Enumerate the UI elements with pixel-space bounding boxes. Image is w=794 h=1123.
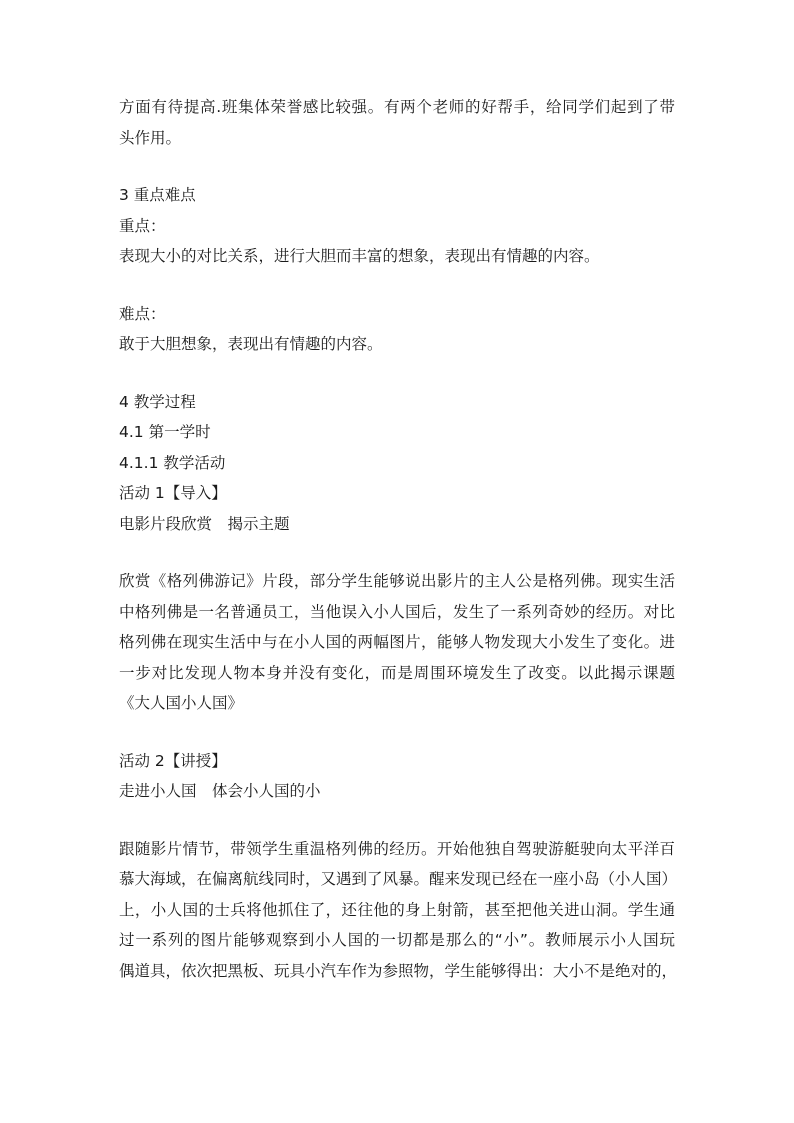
lesson-heading: 4.1 第一学时 xyxy=(119,423,211,441)
activity-1-paragraph-line: 格列佛在现实生活中与在小人国的两幅图片，能够人物发现大小发生了变化。进 xyxy=(119,633,675,651)
activity-2-paragraph-line: 上，小人国的士兵将他抓住了，还往他的身上射箭，甚至把他关进山洞。学生通 xyxy=(119,900,675,919)
activity-2-subtitle: 走进小人国 体会小人国的小 xyxy=(119,782,321,800)
activity-2-paragraph-line: 跟随影片情节，带领学生重温格列佛的经历。开始他独自驾驶游艇驶向太平洋百 xyxy=(119,839,675,858)
difficulty-label: 难点： xyxy=(119,304,166,323)
intro-line-2: 头作用。 xyxy=(119,128,182,147)
focus-label: 重点： xyxy=(119,216,166,235)
difficulty-text: 敢于大胆想象，表现出有情趣的内容。 xyxy=(119,335,383,353)
document-page xyxy=(119,92,678,986)
activity-1-paragraph-line: 中格列佛是一名普通员工，当他误入小人国后，发生了一系列奇妙的经历。对比 xyxy=(119,602,675,621)
activity-1-paragraph-line: 欣赏《格列佛游记》片段，部分学生能够说出影片的主人公是格列佛。现实生活 xyxy=(119,572,675,590)
activity-2-paragraph-line: 过一系列的图片能够观察到小人国的一切都是那么的“小”。教师展示小人国玩 xyxy=(119,931,675,949)
activity-1-paragraph-line: 《大人国小人国》 xyxy=(119,694,244,712)
section-heading-process: 4 教学过程 xyxy=(119,392,196,411)
focus-text: 表现大小的对比关系，进行大胆而丰富的想象，表现出有情趣的内容。 xyxy=(119,247,600,265)
intro-line-1: 方面有待提高.班集体荣誉感比较强。有两个老师的好帮手，给同学们起到了带 xyxy=(119,98,675,116)
section-heading-key-points: 3 重点难点 xyxy=(119,186,196,204)
activity-1-subtitle: 电影片段欣赏 揭示主题 xyxy=(119,514,290,533)
activity-1-paragraph-line: 一步对比发现人物本身并没有变化，而是周围环境发生了改变。以此揭示课题 xyxy=(119,663,675,682)
activity-2-title: 活动 2【讲授】 xyxy=(119,751,227,770)
activity-2-paragraph-line: 偶道具，依次把黑板、玩具小汽车作为参照物，学生能够得出：大小不是绝对的， xyxy=(119,961,678,980)
activity-2-paragraph-line: 慕大海域，在偏离航线同时，又遇到了风暴。醒来发现已经在一座小岛（小人国） xyxy=(119,870,678,888)
activity-heading: 4.1.1 教学活动 xyxy=(119,453,226,472)
activity-1-title: 活动 1【导入】 xyxy=(119,484,227,502)
